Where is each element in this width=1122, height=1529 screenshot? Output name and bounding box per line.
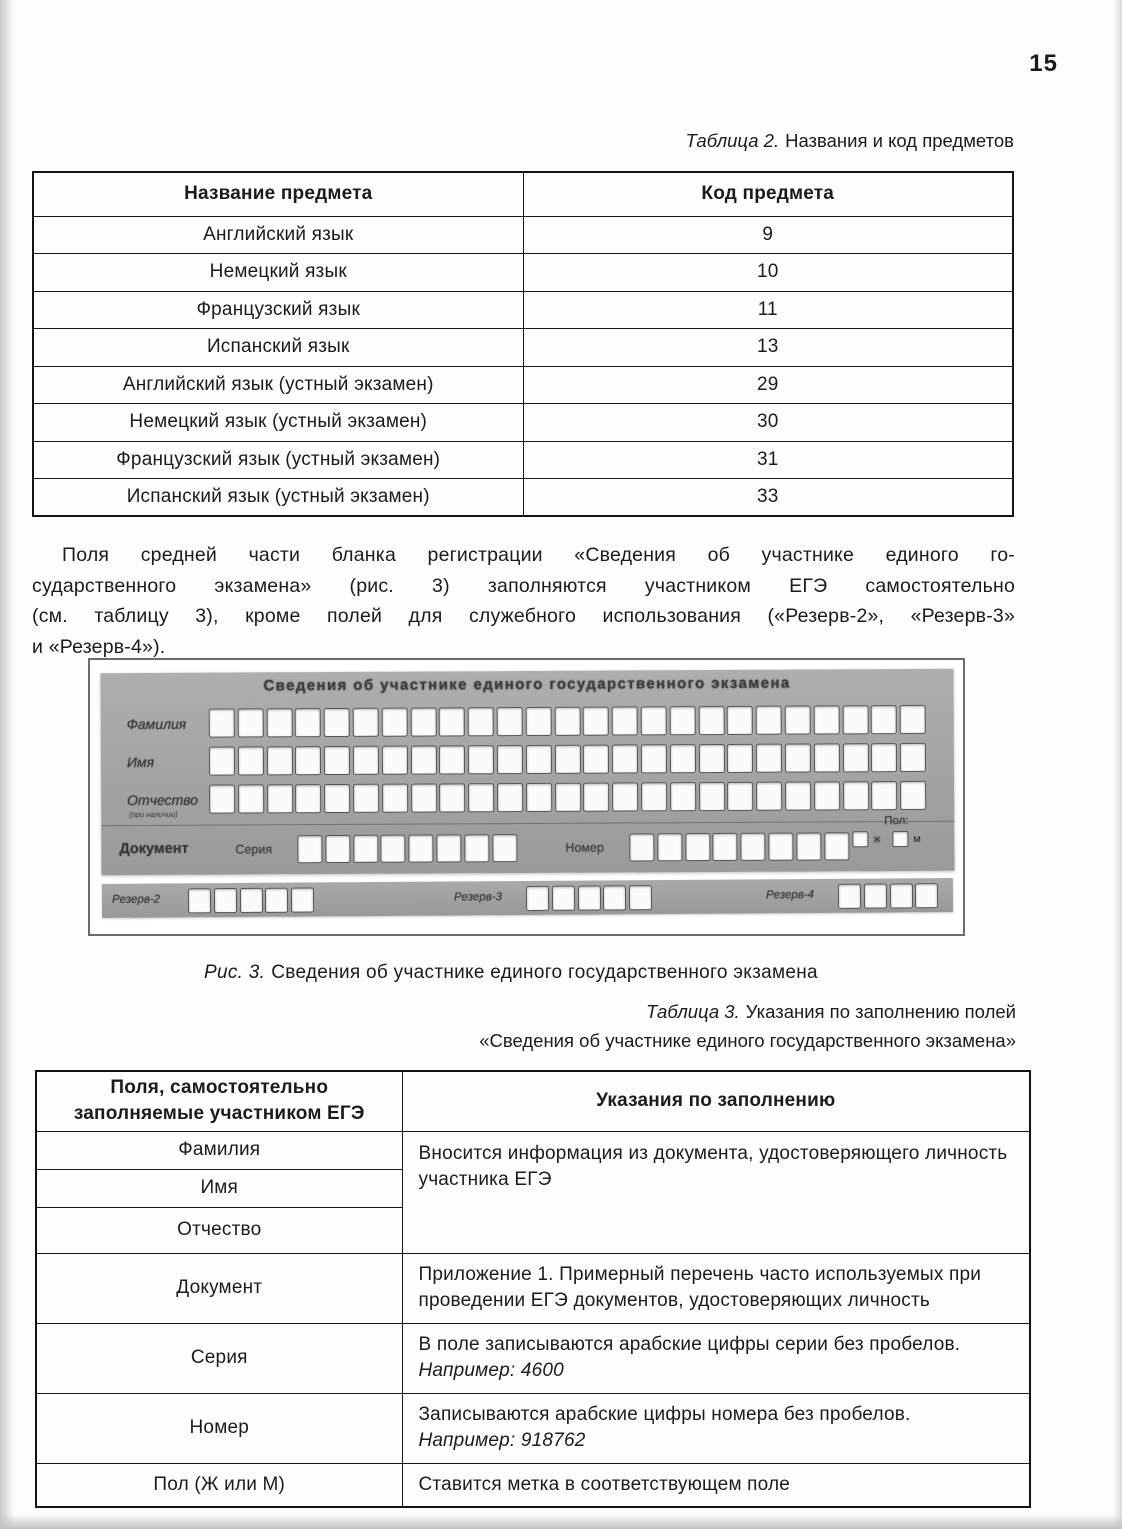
form-cell-box	[900, 705, 926, 734]
form-cell-box	[864, 883, 887, 908]
table-row	[33, 479, 1013, 517]
intro-paragraph	[32, 540, 1015, 662]
form-cell-box	[468, 707, 494, 736]
form-cell-box	[237, 708, 263, 737]
field-cell: Имя	[36, 1169, 402, 1207]
field-cell: Отчество	[36, 1207, 402, 1253]
form-cell-box	[525, 707, 551, 736]
code-cell: 13	[523, 329, 1013, 367]
form-cell-box	[900, 743, 926, 772]
patronymic-label: Отчество	[127, 791, 199, 809]
form-cell-box	[409, 834, 434, 862]
form-cell-box	[188, 888, 211, 913]
form-cell-box	[214, 888, 237, 913]
form-cell-box	[843, 781, 869, 810]
form-cell-box	[209, 709, 235, 738]
form-cell-box	[871, 781, 897, 810]
subject-cell: Английский язык (устный экзамен)	[33, 366, 523, 404]
form-cell-box	[814, 743, 840, 772]
form-cell-box	[915, 883, 938, 908]
form-cell-box	[756, 744, 782, 773]
page-number: 15	[1029, 50, 1058, 77]
form-cell-box	[464, 834, 489, 862]
table-row	[33, 366, 1013, 404]
form-cell-box	[768, 833, 793, 861]
subject-cell: Французский язык	[33, 291, 523, 329]
table3-caption	[32, 997, 1016, 1055]
column-header-fields-line1: Поля, самостоятельно	[110, 1077, 329, 1099]
form-cell-box	[265, 887, 288, 912]
form-cell-box	[813, 705, 839, 734]
form-cell-box	[324, 784, 350, 813]
reserve4-cells	[838, 883, 939, 909]
form-cell-box	[685, 833, 710, 861]
gender-male-letter: м	[913, 832, 921, 845]
form-cell-box	[612, 782, 638, 811]
form-cell-box	[670, 782, 696, 811]
table-row	[33, 216, 1013, 254]
form-cell-box	[291, 887, 314, 912]
table3-caption-line1	[32, 997, 1016, 1026]
lastname-row	[101, 705, 954, 739]
paragraph-line: Поля средней части бланка регистрации «Сведения об участнике единого го-	[62, 544, 1015, 566]
form-cell-box	[727, 782, 753, 811]
reserve-strip	[102, 878, 953, 918]
table-header-row	[33, 172, 1013, 216]
form-cell-box	[266, 708, 292, 737]
form-cell-box	[324, 746, 350, 775]
field-cell: Номер	[36, 1393, 402, 1463]
form-cell-box	[353, 784, 379, 813]
paragraph-line: и «Резерв-4»).	[32, 635, 166, 658]
scan-edge-left	[0, 0, 14, 1529]
form-cell-box	[439, 745, 465, 774]
form-cell-box	[814, 781, 840, 810]
form-cell-box	[209, 785, 235, 814]
gender-label: Пол:	[884, 815, 909, 828]
instruction-cell	[402, 1463, 1030, 1507]
document-label: Документ	[119, 840, 189, 858]
form-cell-box	[526, 783, 552, 812]
instruction-cell	[402, 1323, 1030, 1393]
form-cell-box	[583, 707, 609, 736]
form-cell-box	[468, 783, 494, 812]
subject-cell: Немецкий язык (устный экзамен)	[33, 404, 523, 442]
reserve3-cells	[526, 885, 652, 911]
form-cell-box	[741, 833, 766, 861]
table-row	[33, 254, 1013, 292]
code-cell: 9	[523, 216, 1013, 254]
form-cell-box	[552, 885, 575, 910]
form-section-header	[101, 674, 954, 696]
form-cell-box	[657, 833, 682, 861]
form-cell-box	[410, 707, 436, 736]
table-row	[33, 404, 1013, 442]
scan-edge-right	[1113, 0, 1122, 1529]
code-cell: 31	[523, 441, 1013, 479]
field-cell: Фамилия	[36, 1131, 402, 1169]
firstname-cells	[209, 743, 926, 776]
form-cell-box	[526, 745, 552, 774]
document-row-divider	[101, 821, 954, 826]
form-cell-box	[641, 744, 667, 773]
form-cell-box	[295, 784, 321, 813]
form-cell-box	[209, 747, 235, 776]
instruction-cell	[402, 1393, 1030, 1463]
table-row	[36, 1323, 1030, 1393]
form-cell-box	[698, 706, 724, 735]
figure-caption	[204, 962, 818, 984]
code-cell: 33	[523, 479, 1013, 517]
form-cell-box	[641, 782, 667, 811]
gender-male-checkbox	[892, 831, 908, 847]
subject-cell: Французский язык (устный экзамен)	[33, 441, 523, 479]
form-cell-box	[603, 885, 626, 910]
code-cell: 29	[523, 366, 1013, 404]
reserve2-cells	[188, 887, 314, 913]
form-cell-box	[842, 705, 868, 734]
instruction-text: Ставится метка в соответствующем поле	[418, 1473, 791, 1495]
form-cell-box	[554, 745, 580, 774]
filling-instructions-table	[35, 1070, 1031, 1508]
form-cell-box	[555, 783, 581, 812]
form-cell-box	[526, 885, 549, 910]
form-cell-box	[756, 706, 782, 735]
form-cell-box	[295, 746, 321, 775]
form-cell-box	[612, 744, 638, 773]
reserve2-label: Резерв-2	[111, 893, 161, 906]
form-cell-box	[238, 746, 264, 775]
series-cells	[297, 834, 517, 863]
column-header-fields-line2: заполняемые участником ЕГЭ	[73, 1103, 365, 1125]
code-cell: 30	[523, 404, 1013, 442]
form-cell-box	[381, 708, 407, 737]
gender-options	[852, 831, 927, 847]
paragraph-line: (см. таблицу 3), кроме полей для служебного использования («Резерв-2», «Резерв-3»	[32, 605, 1015, 627]
form-cell-box	[785, 706, 811, 735]
lastname-cells	[209, 705, 926, 738]
table-row	[36, 1463, 1030, 1507]
series-label: Серия	[235, 842, 273, 857]
form-cell-box	[796, 832, 821, 860]
table3-caption-text: Указания по заполнению полей	[745, 1001, 1016, 1022]
form-cell-box	[325, 835, 350, 863]
field-cell: Документ	[36, 1253, 402, 1323]
column-header-code: Код предмета	[523, 172, 1013, 216]
form-cell-box	[382, 784, 408, 813]
form-cell-box	[436, 834, 461, 862]
form-cell-box	[411, 783, 437, 812]
form-cell-box	[497, 783, 523, 812]
form-cell-box	[871, 743, 897, 772]
form-cell-box	[240, 887, 263, 912]
form-cell-box	[238, 784, 264, 813]
table2-caption-text: Названия и код предметов	[785, 130, 1014, 151]
form-cell-box	[699, 782, 725, 811]
form-cell-box	[554, 707, 580, 736]
form-cell-box	[612, 706, 638, 735]
form-scan-main-block	[100, 669, 954, 875]
gender-female-checkbox	[852, 831, 868, 847]
form-cell-box	[578, 885, 601, 910]
reserve3-label: Резерв-3	[453, 891, 503, 904]
lastname-label: Фамилия	[126, 715, 187, 733]
table2-caption	[32, 130, 1014, 152]
table-row	[36, 1393, 1030, 1463]
instruction-example: Например: 918762	[418, 1430, 586, 1451]
instruction-cell	[402, 1253, 1030, 1323]
instruction-text: В поле записываются арабские цифры серии без пробелов.	[418, 1333, 961, 1355]
form-cell-box	[324, 708, 350, 737]
form-cell-box	[353, 746, 379, 775]
subject-cell: Английский язык	[33, 216, 523, 254]
patronymic-cells	[209, 781, 926, 814]
form-cell-box	[497, 707, 523, 736]
form-cell-box	[381, 835, 406, 863]
number-label: Номер	[565, 840, 604, 855]
form-cell-box	[727, 744, 753, 773]
table-row	[36, 1131, 1030, 1169]
column-header-fields	[36, 1071, 402, 1131]
form-cell-box	[353, 708, 379, 737]
form-cell-box	[824, 832, 849, 860]
form-cell-box	[698, 744, 724, 773]
table-row	[33, 441, 1013, 479]
subject-cell: Испанский язык (устный экзамен)	[33, 479, 523, 517]
reserve4-label: Резерв-4	[765, 888, 815, 902]
firstname-row	[101, 743, 954, 777]
form-cell-box	[713, 833, 738, 861]
form-cell-box	[439, 783, 465, 812]
form-cell-box	[353, 835, 378, 863]
gender-field	[850, 815, 946, 862]
patronymic-note: (при наличии)	[129, 809, 178, 820]
form-cell-box	[900, 781, 926, 810]
figure-registration-form	[88, 658, 965, 936]
paragraph-line: сударственного экзамена» (рис. 3) заполняются участником ЕГЭ самостоятельно	[32, 574, 1015, 597]
form-cell-box	[492, 834, 517, 862]
gender-female-letter: ж	[873, 833, 881, 846]
table2-caption-label: Таблица 2.	[685, 130, 780, 151]
table-row	[36, 1253, 1030, 1323]
form-cell-box	[295, 708, 321, 737]
subject-cell: Испанский язык	[33, 329, 523, 367]
instruction-cell	[402, 1131, 1030, 1253]
instruction-example: Например: 4600	[418, 1360, 564, 1381]
form-cell-box	[785, 744, 811, 773]
instruction-text: Приложение 1. Примерный перечень часто используемых при проведении ЕГЭ документов, удостоверяющих личность	[418, 1263, 982, 1311]
figure-caption-label: Рис. 3.	[204, 962, 266, 983]
subject-cell: Немецкий язык	[33, 254, 523, 292]
table3-caption-label: Таблица 3.	[646, 1001, 740, 1022]
table-header-row	[36, 1071, 1030, 1131]
instruction-text: Записываются арабские цифры номера без пробелов.	[418, 1403, 911, 1425]
form-cell-box	[497, 745, 523, 774]
form-cell-box	[629, 885, 652, 910]
form-cell-box	[583, 783, 609, 812]
field-cell: Серия	[36, 1323, 402, 1393]
form-cell-box	[629, 833, 654, 861]
form-cell-box	[410, 745, 436, 774]
form-cell-box	[838, 883, 861, 908]
field-cell: Пол (Ж или М)	[36, 1463, 402, 1507]
table-row	[33, 291, 1013, 329]
subjects-codes-table	[32, 171, 1014, 517]
number-cells	[629, 832, 849, 861]
form-cell-box	[583, 745, 609, 774]
table-row	[33, 329, 1013, 367]
scan-edge-bottom	[0, 1514, 1122, 1529]
figure-caption-text: Сведения об участнике единого государственного экзамена	[271, 962, 818, 983]
firstname-label: Имя	[126, 753, 155, 771]
patronymic-row	[101, 781, 954, 820]
form-cell-box	[669, 706, 695, 735]
document-row	[101, 827, 954, 869]
form-cell-box	[267, 784, 293, 813]
form-cell-box	[468, 745, 494, 774]
form-cell-box	[871, 705, 897, 734]
code-cell: 10	[523, 254, 1013, 292]
form-cell-box	[641, 706, 667, 735]
form-cell-box	[670, 744, 696, 773]
form-cell-box	[842, 743, 868, 772]
form-cell-box	[727, 706, 753, 735]
form-cell-box	[266, 746, 292, 775]
code-cell: 11	[523, 291, 1013, 329]
column-header-instructions: Указания по заполнению	[402, 1071, 1030, 1131]
form-cell-box	[297, 835, 322, 863]
instruction-text: Вносится информация из документа, удостоверяющего личность участника ЕГЭ	[418, 1142, 1008, 1190]
form-cell-box	[382, 746, 408, 775]
form-cell-box	[785, 782, 811, 811]
form-cell-box	[756, 782, 782, 811]
form-cell-box	[439, 707, 465, 736]
form-section-title: Сведения об участнике единого государственного экзамена	[263, 674, 791, 695]
form-cell-box	[889, 883, 912, 908]
table3-caption-line2: «Сведения об участнике единого государственного экзамена»	[479, 1030, 1016, 1051]
column-header-subject: Название предмета	[33, 172, 523, 216]
